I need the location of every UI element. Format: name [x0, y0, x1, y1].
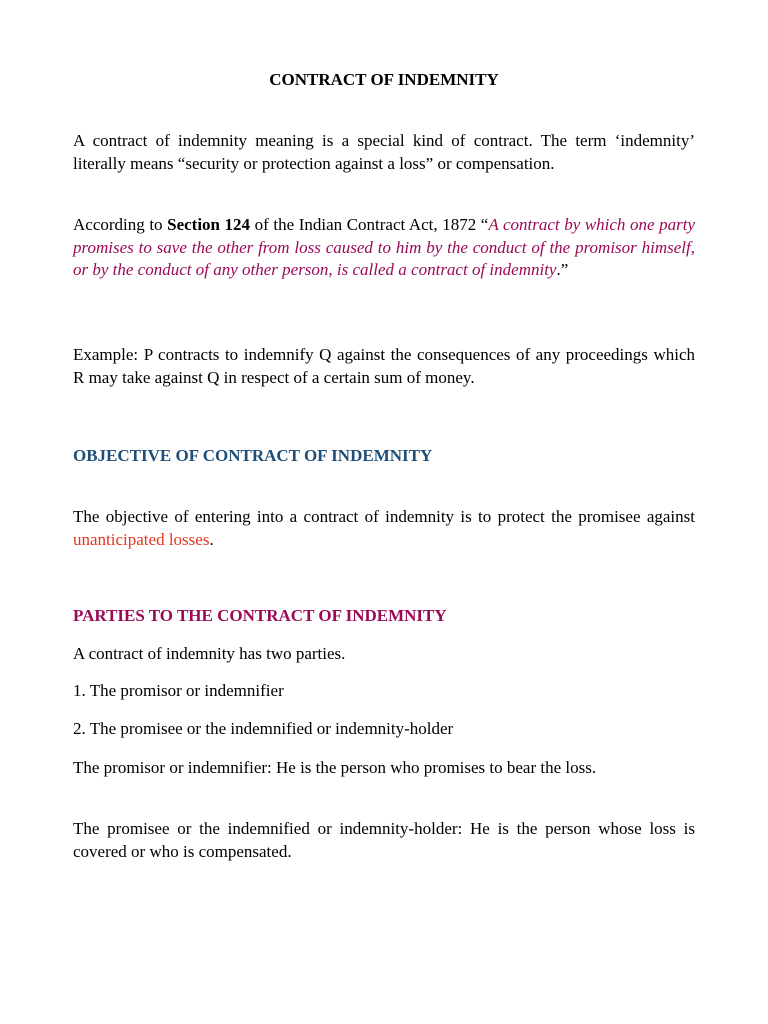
objective-highlight: unanticipated losses: [73, 529, 210, 549]
objective-suffix: .: [209, 529, 214, 549]
objective-text: The objective of entering into a contract of indemnity is to protect the promisee against: [73, 507, 695, 526]
parties-intro: A contract of indemnity has two parties.: [73, 644, 346, 663]
definition-prefix: According to: [73, 215, 168, 234]
example-paragraph: Example: P contracts to indemnify Q against the consequences of any proceedings which R may take against Q in respect of a certain sum of money.: [73, 345, 695, 387]
promisor-definition: The promisor or indemnifier: He is the person who promises to bear the loss.: [73, 758, 597, 777]
section-reference: Section 124: [167, 215, 251, 234]
parties-heading: PARTIES TO THE CONTRACT OF INDEMNITY: [73, 606, 447, 625]
intro-paragraph: A contract of indemnity meaning is a special kind of contract. The term ‘indemnity’ literally means “security or protection against a loss” or compensation.: [73, 131, 695, 173]
promisee-definition: The promisee or the indemnified or indemnity-holder: He is the person whose loss is covered or who is compensated.: [73, 819, 695, 861]
definition-middle: of the Indian Contract Act, 1872 “: [250, 215, 489, 234]
parties-item-1: 1. The promisor or indemnifier: [73, 681, 284, 700]
objective-heading: OBJECTIVE OF CONTRACT OF INDEMNITY: [73, 446, 433, 465]
definition-paragraph: [73, 214, 695, 282]
document-title: CONTRACT OF INDEMNITY: [269, 70, 499, 89]
definition-suffix: .”: [556, 260, 569, 279]
definition-quote: A contract by which one party promises to save the other from loss caused to him by the conduct of the promisor himself, or by the conduct of any other person, is called a contract of indemnity: [73, 215, 695, 279]
parties-item-2: 2. The promisee or the indemnified or indemnity-holder: [73, 719, 454, 738]
objective-paragraph: [73, 506, 695, 551]
